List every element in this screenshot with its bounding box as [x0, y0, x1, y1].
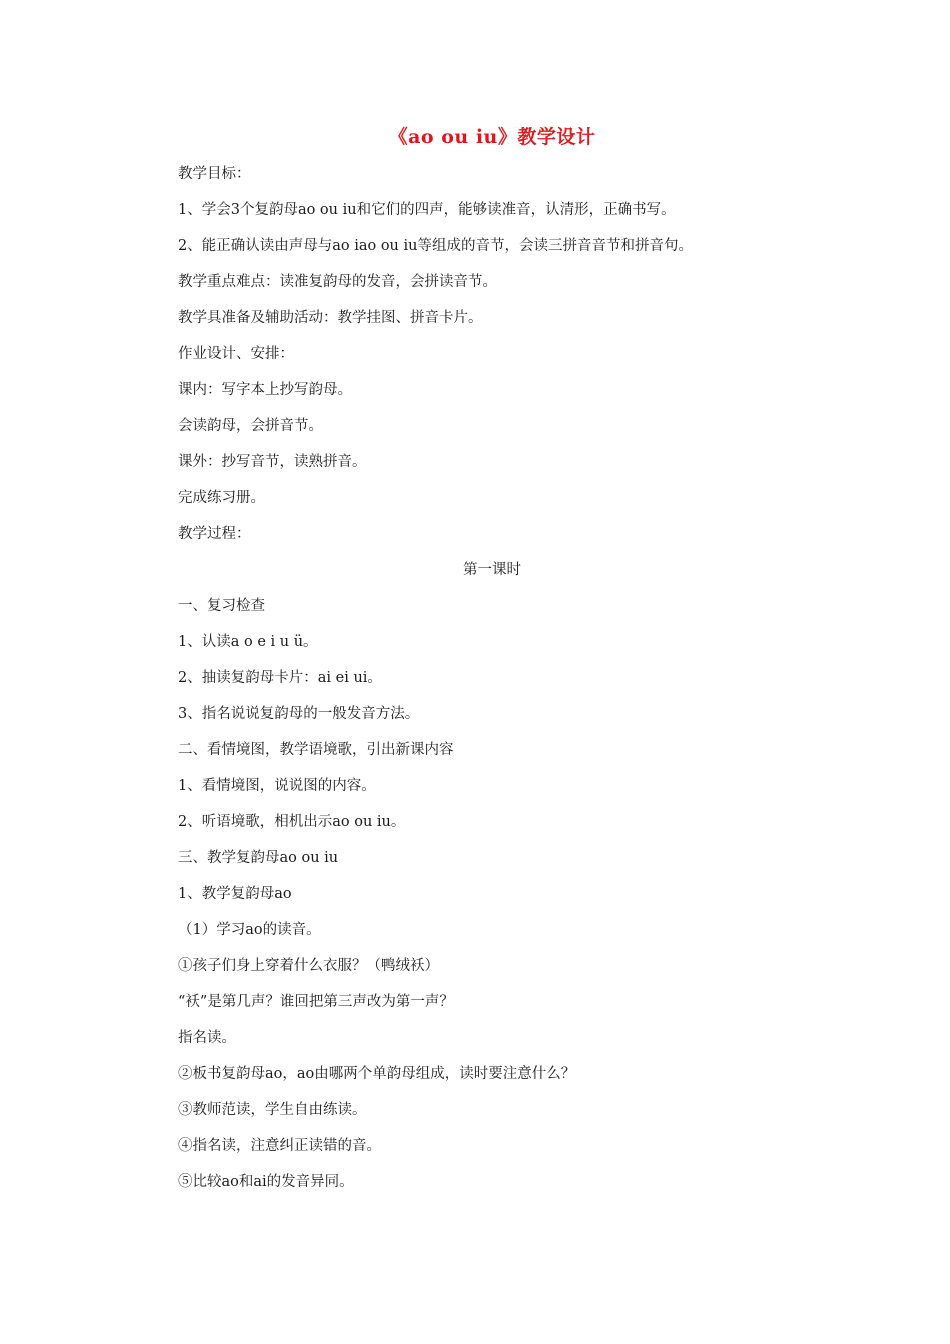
- step-3-point-1: ①孩子们身上穿着什么衣服？（鸭绒袄）: [178, 958, 439, 974]
- homework-after-class: 课外：抄写音节，读熟拼音。: [178, 454, 367, 470]
- step-3-point-4: ④指名读，注意纠正读错的音。: [178, 1138, 381, 1154]
- step-3-point-2: ②板书复韵母ao，ao由哪两个单韵母组成，读时要注意什么？: [178, 1066, 576, 1082]
- step-2-item-1: 1、看情境图，说说图的内容。: [178, 778, 376, 794]
- step-1-heading: 一、复习检查: [178, 598, 265, 614]
- step-3-heading: 三、教学复韵母ao ou iu: [178, 850, 339, 866]
- document-title: 《ao ou iu》教学设计: [388, 126, 596, 148]
- teaching-aids: 教学具准备及辅助活动：教学挂图、拼音卡片。: [178, 310, 483, 326]
- objective-2: 2、能正确认读由声母与ao iao ou iu等组成的音节，会读三拼音音节和拼音句。: [178, 238, 693, 254]
- key-difficulties: 教学重点难点：读准复韵母的发音，会拼读音节。: [178, 274, 497, 290]
- step-1-item-3: 3、指名说说复韵母的一般发音方法。: [178, 706, 420, 722]
- step-2-heading: 二、看情境图，教学语境歌，引出新课内容: [178, 742, 454, 758]
- section-heading-homework: 作业设计、安排：: [178, 346, 294, 362]
- objective-1: 1、学会3个复韵母ao ou iu和它们的四声，能够读准音，认清形，正确书写。: [178, 202, 676, 218]
- step-3-point-1-question: “袄”是第几声？谁回把第三声改为第一声？: [178, 994, 454, 1010]
- document-body: [178, 158, 818, 1202]
- step-3-sub-1: （1）学习ao的读音。: [178, 922, 321, 938]
- lesson-period-heading: 第一课时: [463, 562, 521, 578]
- step-3-item-1: 1、教学复韵母ao: [178, 886, 292, 902]
- step-3-point-3: ③教师范读，学生自由练读。: [178, 1102, 367, 1118]
- step-2-item-2: 2、听语境歌，相机出示ao ou iu。: [178, 814, 406, 830]
- homework-after-class-2: 完成练习册。: [178, 490, 265, 506]
- homework-in-class: 课内：写字本上抄写韵母。: [178, 382, 352, 398]
- step-3-point-1-note: 指名读。: [178, 1030, 236, 1046]
- homework-in-class-2: 会读韵母，会拼音节。: [178, 418, 323, 434]
- step-3-point-5: ⑤比较ao和ai的发音异同。: [178, 1174, 354, 1190]
- step-1-item-1: 1、认读a o e i u ü。: [178, 634, 318, 650]
- section-heading-objectives: 教学目标：: [178, 166, 251, 182]
- step-1-item-2: 2、抽读复韵母卡片：ai ei ui。: [178, 670, 382, 686]
- section-heading-process: 教学过程：: [178, 526, 251, 542]
